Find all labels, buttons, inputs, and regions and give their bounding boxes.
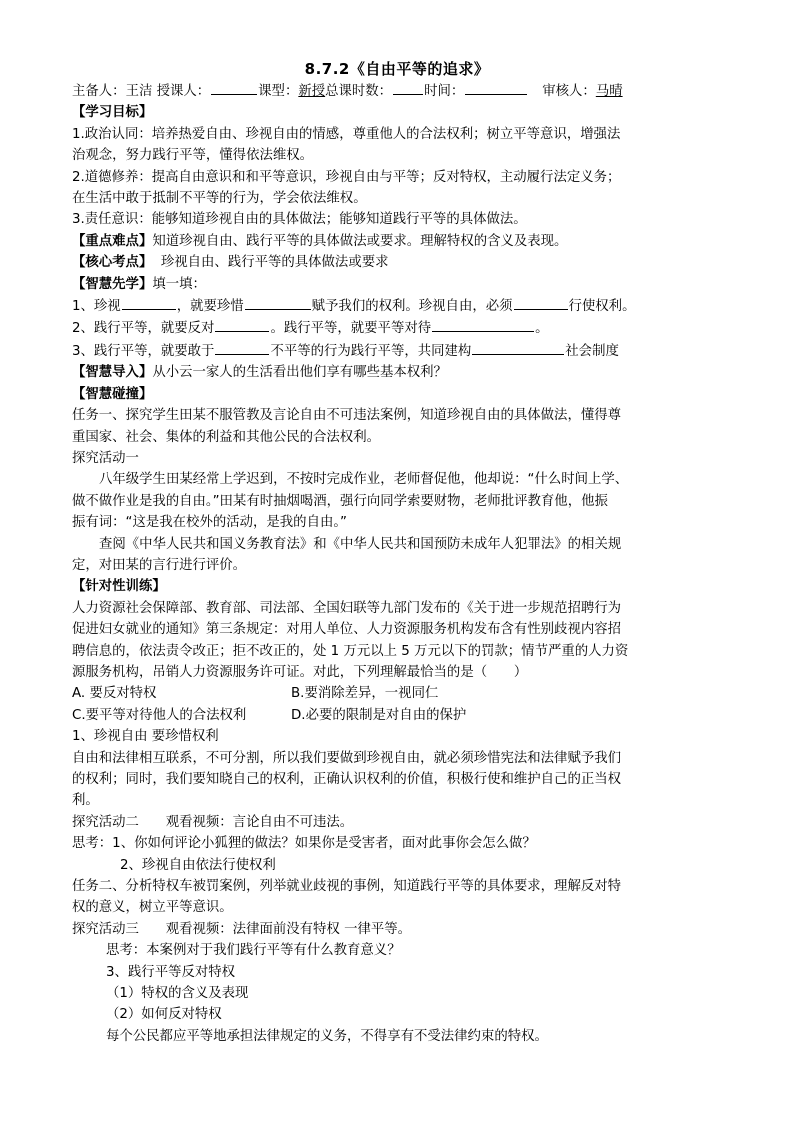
think2-question: 思考：本案例对于我们践行平等有什么教育意义？: [106, 943, 401, 959]
story-line: 做不做作业是我的自由。”田某有时抽烟喝酒，强行向同学索要财物，老师批评教育他，他振: [72, 493, 608, 509]
preview-intro: 填一填：: [152, 276, 206, 292]
header-info-row: [72, 80, 722, 102]
activity3-heading: 探究活动三 观看视频：法律面前没有特权 一律平等。: [72, 921, 412, 937]
q2-text: 2、践行平等，就要反对: [72, 321, 215, 337]
task1-line: 任务一、探究学生田某不服管教及言论自由不可违法案例，知道珍视自由的具体做法，懂得尊: [72, 408, 622, 424]
objective-line: 治观念，努力践行平等，懂得依法维权。: [72, 148, 314, 164]
total-hours-label: 总课时数：: [325, 84, 393, 99]
q1-text: 行使权利。: [568, 299, 636, 315]
q1-text: ，就要珍惜: [176, 299, 244, 315]
worksheet-page: [72, 58, 722, 1047]
time-label: 时间：: [424, 84, 465, 99]
preview-heading: 【智慧先学】: [72, 276, 153, 292]
fill-question-1: [72, 295, 722, 317]
q2-text: 。践行平等，就要平等对待: [270, 321, 432, 337]
story-line: 振有词：“这是我在校外的活动，是我的自由。”: [72, 515, 347, 531]
point2-heading: 2、珍视自由依法行使权利: [120, 857, 276, 873]
point3-heading: 3、践行平等反对特权: [106, 964, 236, 980]
objective-line: 1.政治认同：培养热爱自由、珍视自由的情感，尊重他人的合法权利；树立平等意识，增强法: [72, 126, 621, 142]
think1-question: 思考：1、你如何评论小狐狸的做法？如果你是受害者，面对此事你会怎么做？: [72, 836, 536, 852]
preparer-label: 主备人：: [72, 84, 126, 99]
q1-text: 赋予我们的权利。珍视自由，必须: [311, 299, 513, 315]
point1-line: 利。: [72, 793, 99, 809]
collision-heading: 【智慧碰撞】: [72, 386, 153, 402]
reviewer-label: 审核人：: [542, 84, 596, 99]
options-row-2: [72, 705, 722, 726]
sub-point-2: （2）如何反对特权: [106, 1007, 222, 1023]
key-points-row: [72, 231, 722, 252]
point1-line: 的权利；同时，我们要知晓自己的权利，正确认识权利的价值，积极行使和维护自己的正当权: [72, 772, 622, 787]
key-points-heading: 【重点难点】: [72, 233, 153, 249]
option-a[interactable]: A. 要反对特权: [72, 686, 157, 702]
task2-line: 任务二、分析特权车被罚案例，列举就业歧视的事例，知道践行平等的具体要求，理解反对特: [72, 879, 622, 895]
key-points-text: 知道珍视自由、践行平等的具体做法或要求。理解特权的含义及表现。: [152, 233, 568, 249]
total-hours-blank: [393, 80, 423, 95]
lesson-type-label: 课型：: [258, 84, 299, 99]
q1-text: 1、珍视: [72, 299, 121, 315]
page-title: 8.7.2《自由平等的追求》: [304, 60, 490, 78]
closing-statement: 每个公民都应平等地承担法律规定的义务，不得享有不受法律约束的特权。: [106, 1028, 548, 1044]
task2-line: 权的意义，树立平等意识。: [72, 900, 233, 916]
answer-blank[interactable]: [215, 317, 269, 332]
answer-blank[interactable]: [215, 340, 269, 355]
objective-line: 在生活中敢于抵制不平等的行为，学会依法维权。: [72, 191, 367, 207]
objective-line: 3.责任意识：能够知道珍视自由的具体做法；能够知道践行平等的具体做法。: [72, 212, 527, 228]
fill-question-2: [72, 317, 722, 339]
lecturer-label: 授课人：: [156, 84, 211, 99]
sub-point-1: （1）特权的含义及表现: [106, 986, 249, 1002]
lesson-type-value: 新授: [298, 84, 326, 99]
task1-line: 重国家、社会、集体的利益和其他公民的合法权利。: [72, 429, 380, 445]
intro-text: 从小云一家人的生活看出他们享有哪些基本权利？: [152, 365, 447, 381]
intro-heading: 【智慧导入】: [72, 365, 153, 381]
training-line: 促进妇女就业的通知》第三条规定：对用人单位、人力资源服务机构发布含有性别歧视内容招: [72, 622, 622, 638]
point1-heading: 1、珍视自由 要珍惜权利: [72, 729, 219, 745]
option-c[interactable]: C.要平等对待他人的合法权利: [72, 707, 247, 723]
options-row-1: [72, 683, 722, 704]
answer-blank[interactable]: [432, 317, 534, 332]
training-line: 聘信息的，依法责令改正；拒不改正的，处 1 万元以上 5 万元以下的罚款；情节严重的人力资: [72, 643, 629, 659]
law-line: 查阅《中华人民共和国义务教育法》和《中华人民共和国预防未成年人犯罪法》的相关规: [99, 536, 622, 552]
intro-row: [72, 362, 722, 383]
q2-text: 。: [535, 321, 549, 337]
preparer-name: 王洁: [125, 84, 153, 99]
preview-row: [72, 274, 722, 295]
story-line: 八年级学生田某经常上学迟到，不按时完成作业，老师督促他，他却说：“什么时间上学、: [99, 472, 629, 488]
lecturer-blank: [211, 80, 257, 95]
time-blank: [465, 80, 527, 95]
answer-blank[interactable]: [514, 295, 568, 310]
core-heading: 【核心考点】: [72, 255, 153, 271]
reviewer-name: 马晴: [595, 84, 623, 99]
answer-blank[interactable]: [245, 295, 311, 310]
activity2-heading: 探究活动二 观看视频：言论自由不可违法。: [72, 814, 354, 830]
training-line: 源服务机构，吊销人力资源服务许可证。对此，下列理解最恰当的是（ ）: [72, 664, 528, 680]
q3-text: 3、践行平等，就要敢于: [72, 343, 215, 359]
core-row: [72, 252, 722, 273]
training-heading: 【针对性训练】: [72, 579, 166, 595]
option-b[interactable]: B.要消除差异，一视同仁: [291, 686, 439, 702]
q3-text: 不平等的行为践行平等，共同建构: [270, 343, 472, 359]
answer-blank[interactable]: [472, 340, 564, 355]
objective-line: 2.道德修养：提高自由意识和和平等意识，珍视自由与平等；反对特权，主动履行法定义务；: [72, 169, 621, 185]
answer-blank[interactable]: [122, 295, 176, 310]
law-line: 定，对田某的言行进行评价。: [72, 557, 247, 573]
training-line: 人力资源社会保障部、教育部、司法部、全国妇联等九部门发布的《关于进一步规范招聘行为: [72, 600, 622, 616]
core-text: 珍视自由、践行平等的具体做法或要求: [152, 255, 389, 271]
q3-text: 社会制度: [565, 343, 619, 359]
objectives-heading: 【学习目标】: [72, 105, 153, 121]
fill-question-3: [72, 340, 722, 362]
option-d[interactable]: D.必要的限制是对自由的保护: [291, 707, 467, 723]
point1-line: 自由和法律相互联系，不可分割，所以我们要做到珍视自由，就必须珍惜宪法和法律赋予我们: [72, 750, 622, 766]
activity1-heading: 探究活动一: [72, 450, 139, 466]
